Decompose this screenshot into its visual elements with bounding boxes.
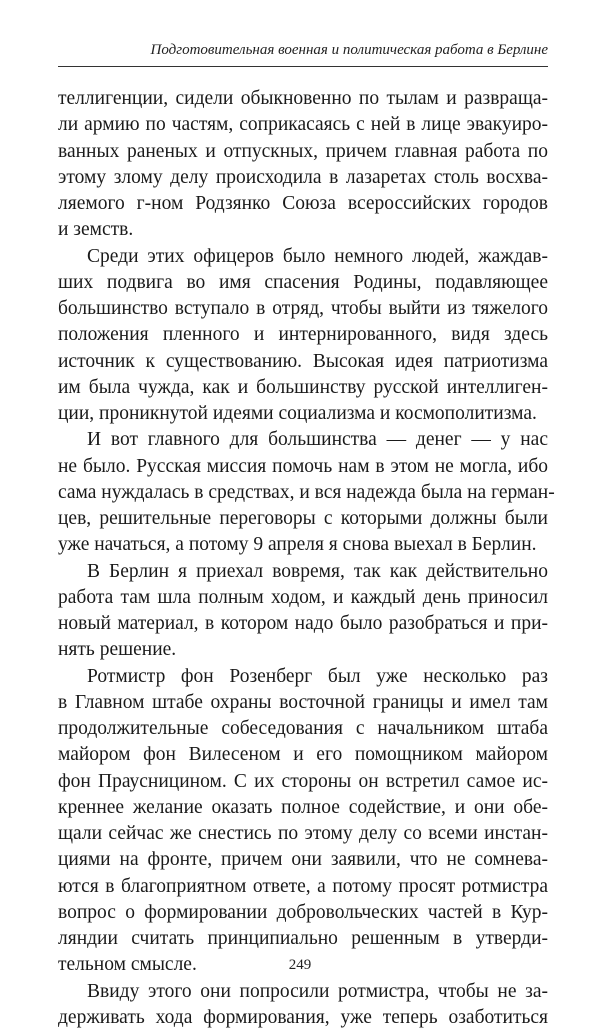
paragraph — [58, 664, 548, 979]
text-line: ванных раненых и отпускных, причем главная работа по — [58, 139, 548, 165]
text-line: продолжительные собеседования с начальником штаба — [58, 716, 548, 742]
text-line: вопрос о формировании добровольческих частей в Кур- — [58, 900, 548, 926]
text-line: циями на фронте, причем они заявили, что не сомнева- — [58, 847, 548, 873]
text-line: майором фон Вилесеном и его помощником майором — [58, 742, 548, 768]
text-line: ли армию по частям, соприкасаясь с ней в лице эвакуиро- — [58, 112, 548, 138]
text-line: большинство вступало в отряд, чтобы выйти из тяжелого — [58, 296, 548, 322]
text-line: щали сейчас же снестись по этому делу со всеми инстан- — [58, 821, 548, 847]
text-line: ляемого г-ном Родзянко Союза всероссийских городов — [58, 191, 548, 217]
header-rule — [58, 66, 548, 67]
text-line: Ввиду этого они попросили ротмистра, чтобы не за- — [58, 979, 548, 1005]
text-line: И вот главного для большинства — денег — у нас — [58, 427, 548, 453]
text-line: работа там шла полным ходом, и каждый день приносил — [58, 585, 548, 611]
text-line: сама нуждалась в средствах, и вся надежда была на герман- — [58, 480, 548, 506]
text-line: ции, проникнутой идеями социализма и космополитизма. — [58, 401, 548, 427]
paragraph — [58, 559, 548, 664]
text-line: ются в благоприятном ответе, а потому просят ротмистра — [58, 874, 548, 900]
text-line: не было. Русская миссия помочь нам в этом не могла, ибо — [58, 454, 548, 480]
text-line: Среди этих офицеров было немного людей, жаждав- — [58, 244, 548, 270]
body-text — [58, 86, 548, 1031]
paragraph — [58, 427, 548, 558]
text-line: этому злому делу происходила в лазаретах столь восхва- — [58, 165, 548, 191]
text-line: и земств. — [58, 217, 548, 243]
text-line: новый материал, в котором надо было разобраться и при- — [58, 611, 548, 637]
text-line: цев, решительные переговоры с которыми должны были — [58, 506, 548, 532]
paragraph — [58, 244, 548, 428]
running-header: Подготовительная военная и политическая работа в Берлине — [60, 41, 548, 59]
text-line: нять решение. — [58, 637, 548, 663]
text-line: теллигенции, сидели обыкновенно по тылам и развраща- — [58, 86, 548, 112]
paragraph — [58, 86, 548, 244]
text-line: фон Праусницином. С их стороны он встретил самое ис- — [58, 769, 548, 795]
text-line: креннее желание оказать полное содействие, и они обе- — [58, 795, 548, 821]
text-line: положения пленного и интернированного, видя здесь — [58, 322, 548, 348]
text-line: Ротмистр фон Розенберг был уже несколько раз — [58, 664, 548, 690]
paragraph — [58, 979, 548, 1031]
text-line: уже начаться, а потому 9 апреля я снова выехал в Берлин. — [58, 532, 548, 558]
text-line: ляндии считать принципиально решенным в утверди- — [58, 926, 548, 952]
text-line: в Главном штабе охраны восточной границы и имел там — [58, 690, 548, 716]
page-number: 249 — [0, 956, 600, 974]
text-line: им была чужда, как и большинству русской интеллиген- — [58, 375, 548, 401]
text-line: держивать хода формирования, уже теперь озаботиться — [58, 1005, 548, 1031]
text-line: В Берлин я приехал вовремя, так как действительно — [58, 559, 548, 585]
text-line: тельном смысле. — [58, 952, 548, 978]
text-line: источник к существованию. Высокая идея патриотизма — [58, 349, 548, 375]
text-line: ших подвига во имя спасения Родины, подавляющее — [58, 270, 548, 296]
